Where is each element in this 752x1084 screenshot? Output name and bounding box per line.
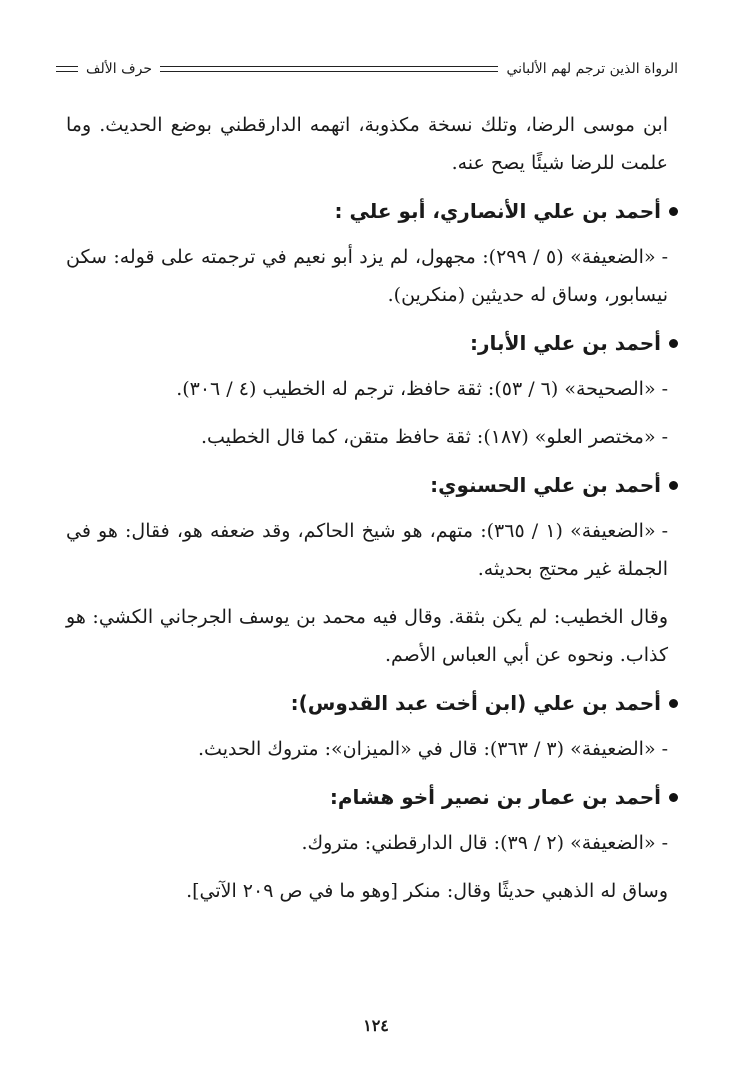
reference-line: -«الضعيفة» (٢ / ٣٩): قال الدارقطني: متروك. xyxy=(301,832,668,854)
entry-heading xyxy=(66,192,678,230)
narrator-name: أحمد بن علي الأبار: xyxy=(470,331,661,355)
narrator-name: أحمد بن عمار بن نصير أخو هشام: xyxy=(329,785,661,809)
bullet-icon xyxy=(669,481,678,490)
reference-line: -«الضعيفة» (٥ / ٢٩٩): مجهول، لم يزد أبو نعيم في ترجمته على قوله: سكن نيسابور، وساق له حديثين (منكرين). xyxy=(66,246,668,306)
bullet-icon xyxy=(669,699,678,708)
section-title: حرف الألف xyxy=(86,61,152,77)
page-number: ١٢٤ xyxy=(363,1016,389,1035)
continuation-paragraph: ابن موسى الرضا، وتلك نسخة مكذوبة، اتهمه الدارقطني بوضع الحديث. وما علمت للرضا شيئًا يصح عنه. xyxy=(66,114,668,174)
bullet-icon xyxy=(669,793,678,802)
entry-heading xyxy=(66,684,678,722)
reference-line: -«مختصر العلو» (١٨٧): ثقة حافظ متقن، كما قال الخطيب. xyxy=(200,426,668,448)
header-rule-short xyxy=(56,66,78,72)
reference-line: -«الضعيفة» (٣ / ٣٦٣): قال في «الميزان»: متروك الحديث. xyxy=(198,738,668,760)
running-header xyxy=(56,58,678,80)
narrator-name: أحمد بن علي الأنصاري، أبو علي : xyxy=(334,199,661,223)
narrator-name: أحمد بن علي الحسنوي: xyxy=(430,473,661,497)
entry-heading xyxy=(66,324,678,362)
note-paragraph: وقال الخطيب: لم يكن بثقة. وقال فيه محمد بن يوسف الجرجاني الكشي: هو كذاب. ونحوه عن أبي العباس الأصم. xyxy=(66,606,668,666)
entry-heading xyxy=(66,466,678,504)
bullet-icon xyxy=(669,339,678,348)
reference-line: -«الضعيفة» (١ / ٣٦٥): متهم، هو شيخ الحاكم، وقد ضعفه هو، فقال: هو في الجملة غير محتج بحديثه. xyxy=(66,520,669,580)
narrator-name: أحمد بن علي (ابن أخت عبد القدوس): xyxy=(290,691,661,715)
note-paragraph: وساق له الذهبي حديثًا وقال: منكر [وهو ما في ص ٢٠٩ الآتي]. xyxy=(186,880,668,902)
book-title: الرواة الذين ترجم لهم الألباني xyxy=(506,61,678,77)
header-rule xyxy=(160,66,498,72)
reference-line: -«الصحيحة» (٦ / ٥٣): ثقة حافظ، ترجم له الخطيب (٤ / ٣٠٦). xyxy=(176,378,668,400)
bullet-icon xyxy=(669,207,678,216)
entry-heading xyxy=(66,778,678,816)
page-body xyxy=(66,106,668,920)
